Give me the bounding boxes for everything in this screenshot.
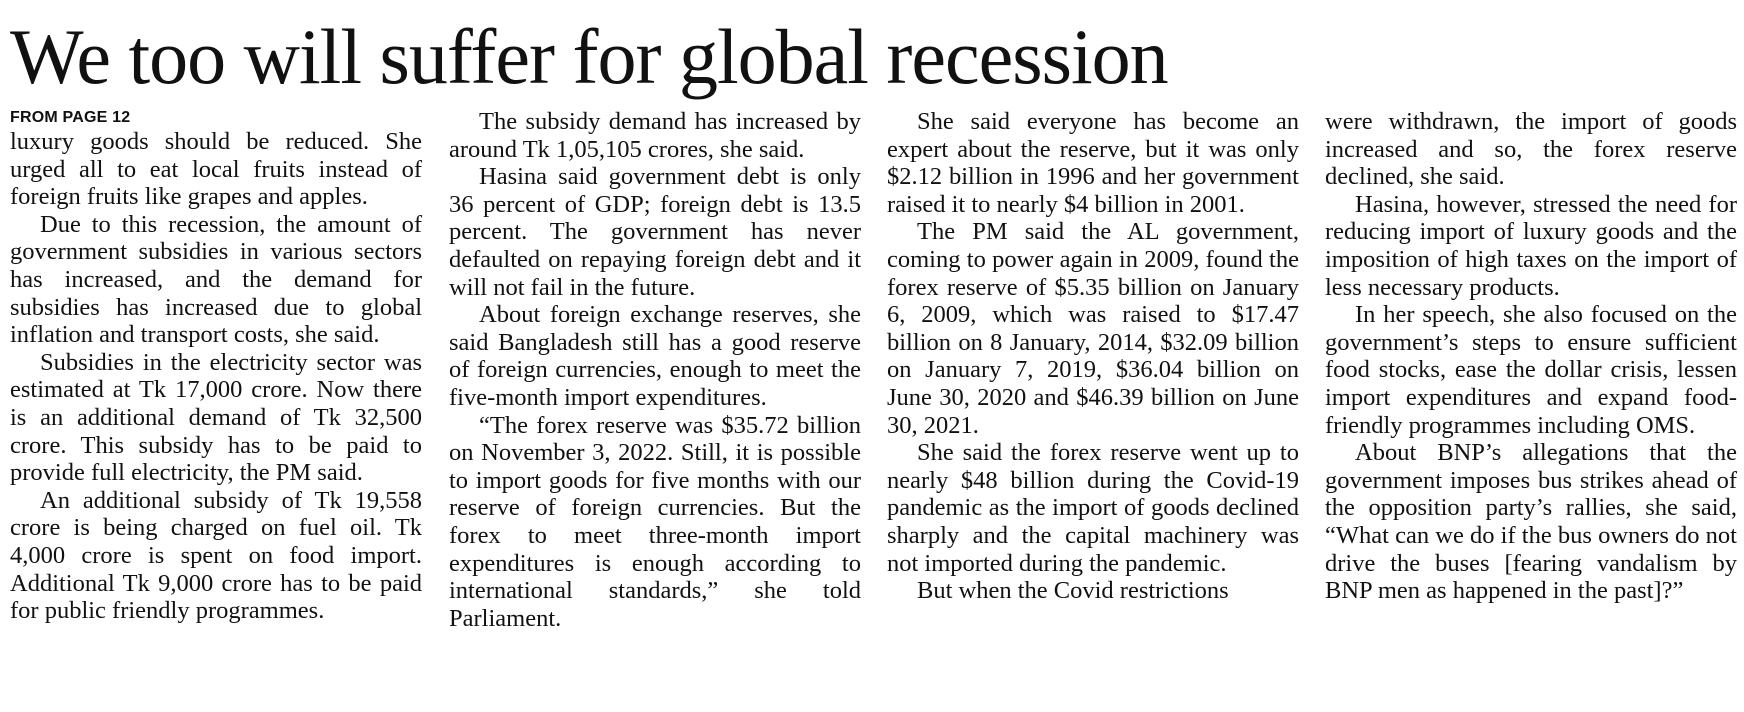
paragraph: The PM said the AL government, coming to power again in 2009, found the forex reserve of $5.35 billion on January 6, 2009, which was raised to $17.47 billion on 8 January, 2014, $32.09 billion on January 7, 2019, $36.04 billion on June 30, 2020 and $46.39 billion on June 30, 2021. xyxy=(887,218,1299,439)
paragraph: Hasina, however, stressed the need for reducing import of luxury goods and the imposition of high taxes on the import of less necessary products. xyxy=(1325,190,1737,301)
paragraph: An additional subsidy of Tk 19,558 crore is being charged on fuel oil. Tk 4,000 crore is spent on food import. Additional Tk 9,000 crore has to be paid for public friendly programmes. xyxy=(10,486,422,625)
article-column-3 xyxy=(887,108,1299,605)
paragraph: About BNP’s allegations that the government imposes bus strikes ahead of the opposition party’s rallies, she said, “What can we do if the bus owners do not drive the buses [fearing vandalism by BNP men as happened in the past]?” xyxy=(1325,439,1737,605)
paragraph: But when the Covid restrictions xyxy=(917,577,1229,605)
paragraph: In her speech, she also focused on the government’s steps to ensure sufficient food stocks, ease the dollar crisis, lessen import expenditures and expand food-friendly programmes including OMS. xyxy=(1325,301,1737,439)
article-column-2 xyxy=(449,108,861,632)
paragraph: The subsidy demand has increased by around Tk 1,05,105 crores, she said. xyxy=(449,108,861,163)
article-column-1 xyxy=(10,108,422,625)
paragraph: Due to this recession, the amount of government subsidies in various sectors has increased, and the demand for subsidies has increased due to global inflation and transport costs, she said. xyxy=(10,210,422,349)
paragraph: “The forex reserve was $35.72 billion on November 3, 2022. Still, it is possible to import goods for five months with our reserve of foreign currencies. But the forex to meet three-month import expenditures is enough according to international standards,” she told Parliament. xyxy=(449,411,861,632)
headline: We too will suffer for global recession xyxy=(10,13,1168,100)
continued-from-label: FROM PAGE 12 xyxy=(10,109,131,126)
paragraph: were withdrawn, the import of goods increased and so, the forex reserve declined, she said. xyxy=(1325,108,1737,191)
article-column-4 xyxy=(1325,108,1737,605)
paragraph: Subsidies in the electricity sector was estimated at Tk 17,000 crore. Now there is an additional demand of Tk 32,500 crore. This subsidy has to be paid to provide full electricity, the PM said. xyxy=(10,348,422,487)
paragraph: luxury goods should be reduced. She urged all to eat local fruits instead of foreign fruits like grapes and apples. xyxy=(10,128,422,211)
paragraph: About foreign exchange reserves, she said Bangladesh still has a good reserve of foreign currencies, enough to meet the five-month import expenditures. xyxy=(449,301,861,411)
paragraph: She said everyone has become an expert about the reserve, but it was only $2.12 billion in 1996 and her government raised it to nearly $4 billion in 2001. xyxy=(887,108,1299,218)
paragraph: Hasina said government debt is only 36 percent of GDP; foreign debt is 13.5 percent. The government has never defaulted on repaying foreign debt and it will not fail in the future. xyxy=(449,163,861,301)
paragraph: She said the forex reserve went up to nearly $48 billion during the Covid-19 pandemic as the import of goods declined sharply and the capital machinery was not imported during the pandemic. xyxy=(887,439,1299,577)
